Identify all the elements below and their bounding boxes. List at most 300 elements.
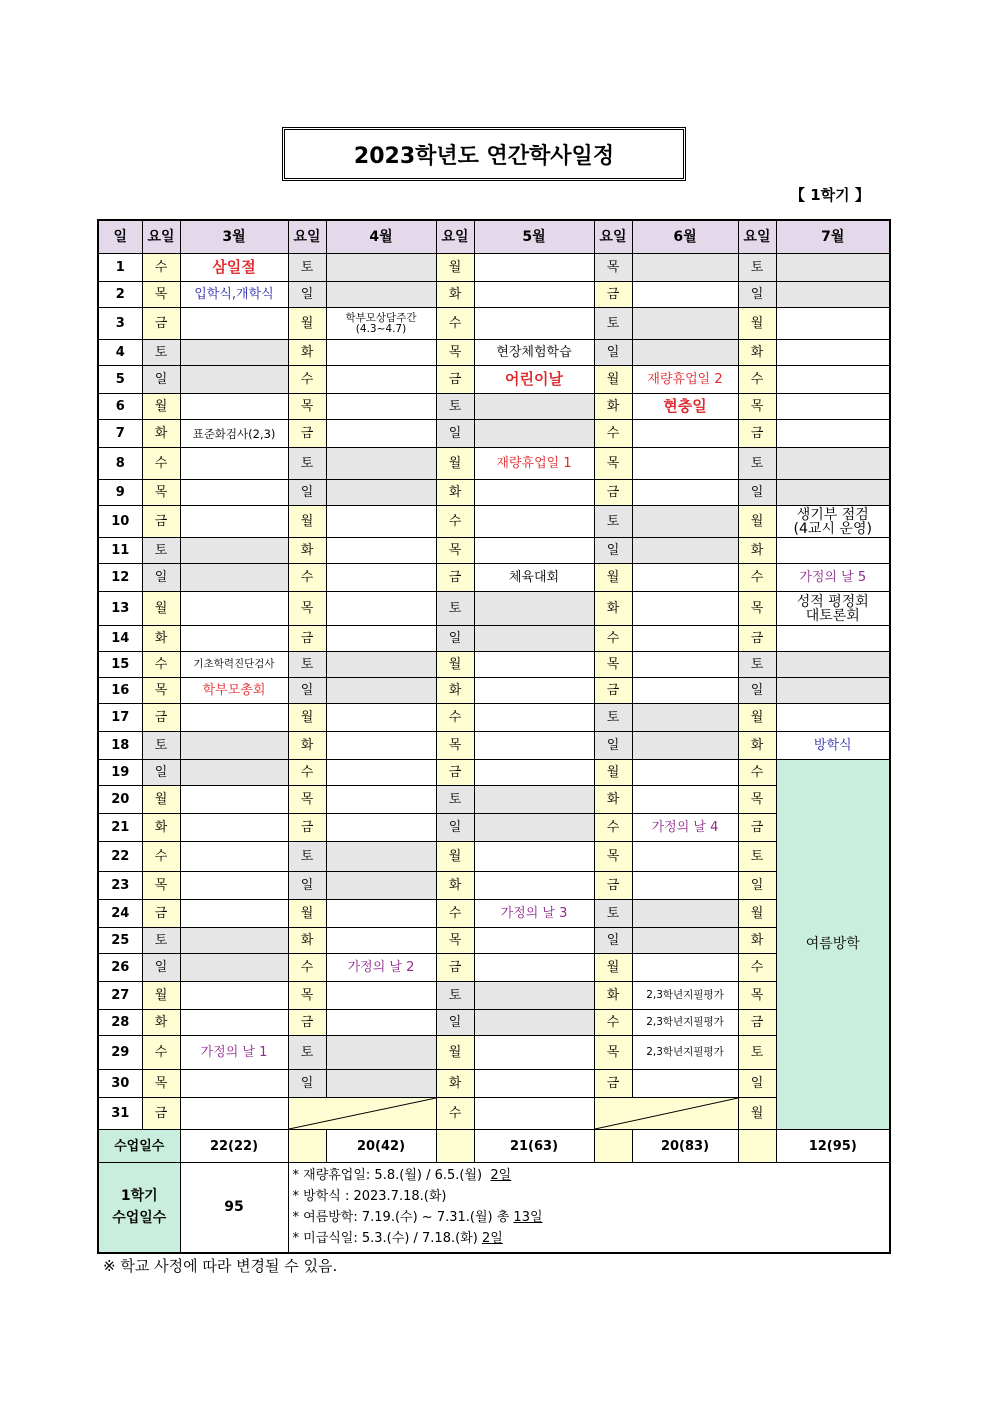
- event-cell-apr: [326, 506, 436, 538]
- weekday-cell: 목: [738, 592, 776, 626]
- note-text: * 재량휴업일: 5.8.(월) / 6.5.(월): [292, 1168, 491, 1184]
- weekday-cell: 월: [142, 394, 180, 420]
- event-cell-mar: [180, 308, 288, 340]
- weekday-cell: 화: [142, 626, 180, 652]
- weekday-cell: 화: [288, 732, 326, 760]
- weekday-cell: 수: [288, 564, 326, 592]
- event-cell-jun: [632, 760, 738, 786]
- event-cell-may: [474, 872, 594, 900]
- header-month-jul: 7월: [776, 220, 890, 254]
- weekday-cell: 일: [594, 732, 632, 760]
- weekday-cell: 일: [142, 366, 180, 394]
- weekday-cell: 금: [142, 1098, 180, 1130]
- event-text-sub: 대토론회: [805, 607, 860, 624]
- weekday-cell: 화: [738, 340, 776, 366]
- weekday-cell: 토: [738, 1036, 776, 1070]
- event-cell-may: 체육대회: [474, 564, 594, 592]
- event-cell-apr: [326, 900, 436, 928]
- table-row: [98, 786, 890, 814]
- event-cell-apr: [326, 480, 436, 506]
- event-cell-jul: 가정의 날 5: [776, 564, 890, 592]
- day-number: 26: [98, 954, 142, 982]
- weekday-cell: 월: [288, 900, 326, 928]
- event-cell-may: [474, 538, 594, 564]
- weekday-cell: 토: [288, 448, 326, 480]
- weekday-cell: 토: [594, 506, 632, 538]
- event-cell-jul: 방학식: [776, 732, 890, 760]
- table-row: [98, 592, 890, 626]
- table-row: [98, 678, 890, 704]
- event-cell-apr: [326, 1036, 436, 1070]
- class-days-jun: 20(83): [632, 1130, 738, 1163]
- event-cell-apr: [326, 872, 436, 900]
- weekday-cell: 월: [142, 592, 180, 626]
- event-cell-jun: [632, 340, 738, 366]
- semester-total-label: [98, 1163, 180, 1253]
- notes-cell: [288, 1163, 890, 1253]
- table-row: [98, 1036, 890, 1070]
- event-cell-jun: [632, 506, 738, 538]
- weekday-cell: 일: [288, 872, 326, 900]
- event-cell-jun: [632, 480, 738, 506]
- weekday-cell: 화: [288, 538, 326, 564]
- semester-label-line1: 1학기: [120, 1188, 158, 1205]
- event-cell-apr: [326, 254, 436, 282]
- header-row: [98, 220, 890, 254]
- table-row: [98, 340, 890, 366]
- weekday-cell: 화: [436, 678, 474, 704]
- class-days-row: [98, 1130, 890, 1163]
- table-row: [98, 282, 890, 308]
- table-row: [98, 814, 890, 842]
- weekday-cell: 목: [288, 982, 326, 1010]
- weekday-cell: 수: [142, 1036, 180, 1070]
- day-number: 10: [98, 506, 142, 538]
- event-cell-mar: [180, 592, 288, 626]
- weekday-cell: 화: [594, 592, 632, 626]
- table-row: [98, 1070, 890, 1098]
- weekday-cell: 토: [594, 704, 632, 732]
- weekday-cell: 일: [738, 480, 776, 506]
- weekday-cell: 토: [142, 928, 180, 954]
- semester-total-row: [98, 1163, 890, 1253]
- event-cell-jun: 2,3학년지필평가: [632, 982, 738, 1010]
- weekday-cell: 토: [142, 538, 180, 564]
- day-number: 17: [98, 704, 142, 732]
- event-cell-mar: 가정의 날 1: [180, 1036, 288, 1070]
- weekday-cell: 화: [436, 1070, 474, 1098]
- weekday-cell: 일: [436, 814, 474, 842]
- event-cell-apr: [326, 814, 436, 842]
- weekday-cell: 수: [142, 652, 180, 678]
- header-day: 일: [98, 220, 142, 254]
- event-cell-jun: [632, 704, 738, 732]
- weekday-cell: 화: [594, 786, 632, 814]
- event-cell-may: [474, 982, 594, 1010]
- weekday-cell: 금: [142, 308, 180, 340]
- weekday-cell: 목: [436, 928, 474, 954]
- day-number: 4: [98, 340, 142, 366]
- event-cell-mar: [180, 732, 288, 760]
- empty-date-cell: [288, 1098, 436, 1130]
- weekday-cell: 목: [594, 652, 632, 678]
- weekday-cell: 수: [436, 308, 474, 340]
- note-underlined: 2일: [490, 1168, 512, 1184]
- event-cell-mar: [180, 814, 288, 842]
- event-cell-jun: [632, 928, 738, 954]
- weekday-cell: 화: [738, 928, 776, 954]
- event-cell-mar: [180, 900, 288, 928]
- weekday-cell: 화: [288, 340, 326, 366]
- weekday-cell: 목: [738, 786, 776, 814]
- weekday-cell: 토: [288, 1036, 326, 1070]
- event-cell-may: [474, 480, 594, 506]
- weekday-cell: 목: [738, 982, 776, 1010]
- weekday-cell: 토: [288, 254, 326, 282]
- table-row: [98, 480, 890, 506]
- event-cell-jul: [776, 254, 890, 282]
- event-cell-mar: [180, 448, 288, 480]
- day-number: 8: [98, 448, 142, 480]
- event-cell-mar: [180, 340, 288, 366]
- day-number: 15: [98, 652, 142, 678]
- weekday-cell: 수: [738, 760, 776, 786]
- header-month-may: 5월: [474, 220, 594, 254]
- weekday-cell: 금: [738, 814, 776, 842]
- event-cell-mar: [180, 872, 288, 900]
- day-number: 18: [98, 732, 142, 760]
- event-cell-jul: [776, 704, 890, 732]
- note-underlined: 2일: [481, 1231, 503, 1247]
- day-number: 29: [98, 1036, 142, 1070]
- note-line: [293, 1228, 890, 1249]
- event-cell-mar: [180, 366, 288, 394]
- weekday-cell: 일: [436, 1010, 474, 1036]
- weekday-cell: 월: [142, 786, 180, 814]
- day-number: 2: [98, 282, 142, 308]
- table-row: [98, 564, 890, 592]
- event-cell-jun: 현충일: [632, 394, 738, 420]
- table-row: [98, 652, 890, 678]
- event-cell-mar: 표준화검사(2,3): [180, 420, 288, 448]
- note-line: [293, 1186, 890, 1207]
- weekday-cell: 수: [436, 900, 474, 928]
- weekday-cell: 월: [436, 1036, 474, 1070]
- day-number: 20: [98, 786, 142, 814]
- event-cell-jun: [632, 954, 738, 982]
- weekday-cell: 금: [288, 420, 326, 448]
- weekday-cell: 토: [288, 842, 326, 872]
- weekday-cell: 화: [142, 420, 180, 448]
- weekday-cell: 토: [738, 652, 776, 678]
- event-cell-apr: [326, 366, 436, 394]
- weekday-cell: 월: [288, 506, 326, 538]
- event-cell-jun: [632, 842, 738, 872]
- day-number: 9: [98, 480, 142, 506]
- weekday-cell: 일: [288, 480, 326, 506]
- event-cell-apr: [326, 982, 436, 1010]
- weekday-cell: 금: [142, 506, 180, 538]
- weekday-cell: 금: [594, 678, 632, 704]
- weekday-cell: 수: [142, 842, 180, 872]
- event-text: 성적 평정회: [796, 593, 869, 610]
- event-cell-may: [474, 1098, 594, 1130]
- event-cell-apr: [326, 394, 436, 420]
- event-cell-jun: [632, 872, 738, 900]
- day-number: 7: [98, 420, 142, 448]
- weekday-cell: 목: [288, 394, 326, 420]
- table-row: [98, 982, 890, 1010]
- weekday-cell: 금: [436, 564, 474, 592]
- event-cell-jun: 가정의 날 4: [632, 814, 738, 842]
- semester-label: 【 1학기 】: [790, 186, 870, 204]
- weekday-cell: 토: [738, 448, 776, 480]
- weekday-cell: 일: [738, 678, 776, 704]
- weekday-cell: 금: [594, 480, 632, 506]
- table-row: [98, 506, 890, 538]
- day-number: 24: [98, 900, 142, 928]
- weekday-cell: 토: [142, 340, 180, 366]
- event-cell-mar: [180, 786, 288, 814]
- weekday-cell: 수: [288, 366, 326, 394]
- header-weekday: 요일: [288, 220, 326, 254]
- event-cell-jun: [632, 592, 738, 626]
- class-days-label: 수업일수: [98, 1130, 180, 1163]
- weekday-cell: 월: [436, 254, 474, 282]
- class-days-spacer: [288, 1130, 326, 1163]
- weekday-cell: 월: [142, 982, 180, 1010]
- header-month-mar: 3월: [180, 220, 288, 254]
- event-cell-may: [474, 786, 594, 814]
- day-number: 5: [98, 366, 142, 394]
- weekday-cell: 화: [142, 814, 180, 842]
- event-cell-may: 가정의 날 3: [474, 900, 594, 928]
- weekday-cell: 금: [142, 900, 180, 928]
- weekday-cell: 금: [436, 760, 474, 786]
- weekday-cell: 월: [594, 564, 632, 592]
- event-cell-jul: [776, 626, 890, 652]
- weekday-cell: 일: [738, 872, 776, 900]
- day-number: 21: [98, 814, 142, 842]
- event-cell-jun: [632, 254, 738, 282]
- table-row: [98, 308, 890, 340]
- event-cell-jul: [776, 448, 890, 480]
- event-cell-apr: [326, 626, 436, 652]
- day-number: 30: [98, 1070, 142, 1098]
- table-row: [98, 732, 890, 760]
- weekday-cell: 토: [436, 786, 474, 814]
- event-cell-jun: 2,3학년지필평가: [632, 1010, 738, 1036]
- event-cell-mar: 입학식,개학식: [180, 282, 288, 308]
- weekday-cell: 수: [142, 448, 180, 480]
- weekday-cell: 수: [738, 366, 776, 394]
- day-number: 23: [98, 872, 142, 900]
- event-cell-apr: [326, 652, 436, 678]
- weekday-cell: 토: [594, 900, 632, 928]
- header-weekday: 요일: [738, 220, 776, 254]
- table-row: [98, 394, 890, 420]
- event-cell-may: [474, 732, 594, 760]
- class-days-jul: 12(95): [776, 1130, 890, 1163]
- event-cell-apr: 가정의 날 2: [326, 954, 436, 982]
- event-cell-jun: [632, 652, 738, 678]
- event-cell-jul: [776, 340, 890, 366]
- note-underlined: 13일: [513, 1210, 543, 1226]
- table-row: [98, 760, 890, 786]
- table-row: [98, 1010, 890, 1036]
- day-number: 13: [98, 592, 142, 626]
- event-cell-apr: [326, 842, 436, 872]
- weekday-cell: 금: [738, 420, 776, 448]
- note-text: * 미급식일: 5.3.(수) / 7.18.(화): [292, 1231, 482, 1247]
- weekday-cell: 목: [288, 786, 326, 814]
- event-cell-apr: [326, 448, 436, 480]
- event-cell-jul: [776, 394, 890, 420]
- weekday-cell: 토: [436, 982, 474, 1010]
- weekday-cell: 일: [436, 626, 474, 652]
- weekday-cell: 토: [142, 732, 180, 760]
- day-number: 27: [98, 982, 142, 1010]
- event-cell-may: [474, 282, 594, 308]
- event-cell-mar: [180, 564, 288, 592]
- table-row: [98, 928, 890, 954]
- weekday-cell: 화: [436, 282, 474, 308]
- event-text: 학부모상담주간: [345, 311, 417, 324]
- weekday-cell: 목: [738, 394, 776, 420]
- summer-vacation-cell: 여름방학: [776, 760, 890, 1130]
- weekday-cell: 금: [738, 1010, 776, 1036]
- day-number: 3: [98, 308, 142, 340]
- event-cell-jul: [776, 538, 890, 564]
- event-cell-jun: [632, 900, 738, 928]
- event-cell-may: [474, 506, 594, 538]
- header-month-apr: 4월: [326, 220, 436, 254]
- weekday-cell: 화: [436, 480, 474, 506]
- weekday-cell: 수: [436, 704, 474, 732]
- event-cell-mar: [180, 394, 288, 420]
- weekday-cell: 목: [594, 448, 632, 480]
- event-cell-apr: [326, 1010, 436, 1036]
- weekday-cell: 목: [436, 538, 474, 564]
- weekday-cell: 화: [738, 538, 776, 564]
- event-cell-mar: [180, 538, 288, 564]
- class-days-spacer: [436, 1130, 474, 1163]
- event-cell-jun: [632, 732, 738, 760]
- event-cell-jun: [632, 786, 738, 814]
- event-cell-mar: [180, 982, 288, 1010]
- weekday-cell: 월: [594, 954, 632, 982]
- event-cell-apr: [326, 786, 436, 814]
- weekday-cell: 월: [288, 308, 326, 340]
- event-cell-jun: 재량휴업일 2: [632, 366, 738, 394]
- weekday-cell: 일: [738, 282, 776, 308]
- weekday-cell: 토: [594, 308, 632, 340]
- event-cell-jun: [632, 308, 738, 340]
- event-cell-apr: [326, 732, 436, 760]
- weekday-cell: 수: [594, 420, 632, 448]
- table-row: [98, 872, 890, 900]
- event-cell-mar: 기초학력진단검사: [180, 652, 288, 678]
- weekday-cell: 일: [288, 1070, 326, 1098]
- event-cell-apr: [326, 1070, 436, 1098]
- event-cell-may: [474, 1010, 594, 1036]
- day-number: 6: [98, 394, 142, 420]
- weekday-cell: 일: [738, 1070, 776, 1098]
- event-cell-jul: [776, 506, 890, 538]
- day-number: 11: [98, 538, 142, 564]
- weekday-cell: 일: [142, 760, 180, 786]
- event-cell-may: [474, 814, 594, 842]
- weekday-cell: 금: [436, 954, 474, 982]
- table-row: [98, 1098, 890, 1130]
- event-cell-jun: [632, 448, 738, 480]
- event-cell-mar: [180, 928, 288, 954]
- weekday-cell: 일: [288, 678, 326, 704]
- event-cell-mar: [180, 704, 288, 732]
- header-weekday: 요일: [142, 220, 180, 254]
- weekday-cell: 목: [142, 1070, 180, 1098]
- weekday-cell: 일: [594, 928, 632, 954]
- event-cell-may: [474, 1036, 594, 1070]
- table-row: [98, 254, 890, 282]
- weekday-cell: 수: [594, 814, 632, 842]
- event-cell-may: 어린이날: [474, 366, 594, 394]
- table-row: [98, 366, 890, 394]
- event-cell-may: 재량휴업일 1: [474, 448, 594, 480]
- weekday-cell: 화: [288, 928, 326, 954]
- event-cell-apr: [326, 282, 436, 308]
- event-cell-may: [474, 652, 594, 678]
- class-days-apr: 20(42): [326, 1130, 436, 1163]
- weekday-cell: 수: [436, 506, 474, 538]
- weekday-cell: 월: [436, 842, 474, 872]
- semester-label-line2: 수업일수: [112, 1210, 167, 1227]
- event-cell-mar: [180, 1070, 288, 1098]
- event-cell-apr: [326, 678, 436, 704]
- empty-date-cell: [594, 1098, 738, 1130]
- table-row: [98, 900, 890, 928]
- event-cell-mar: [180, 1098, 288, 1130]
- weekday-cell: 화: [436, 872, 474, 900]
- event-cell-jun: [632, 282, 738, 308]
- semester-total-value: 95: [180, 1163, 288, 1253]
- event-cell-may: [474, 678, 594, 704]
- weekday-cell: 월: [288, 704, 326, 732]
- event-cell-jun: [632, 626, 738, 652]
- event-cell-apr: [326, 340, 436, 366]
- event-cell-mar: [180, 954, 288, 982]
- weekday-cell: 수: [288, 760, 326, 786]
- event-text-sub: (4교시 운영): [793, 520, 872, 537]
- header-month-jun: 6월: [632, 220, 738, 254]
- weekday-cell: 수: [288, 954, 326, 982]
- class-days-mar: 22(22): [180, 1130, 288, 1163]
- event-cell-jul: [776, 308, 890, 340]
- event-cell-apr: [326, 564, 436, 592]
- event-cell-may: [474, 626, 594, 652]
- class-days-spacer: [594, 1130, 632, 1163]
- event-cell-mar: [180, 1010, 288, 1036]
- weekday-cell: 월: [738, 1098, 776, 1130]
- weekday-cell: 토: [738, 254, 776, 282]
- class-days-spacer: [738, 1130, 776, 1163]
- weekday-cell: 일: [594, 340, 632, 366]
- weekday-cell: 목: [436, 732, 474, 760]
- weekday-cell: 목: [594, 254, 632, 282]
- event-cell-apr: [326, 592, 436, 626]
- weekday-cell: 토: [436, 592, 474, 626]
- weekday-cell: 수: [594, 1010, 632, 1036]
